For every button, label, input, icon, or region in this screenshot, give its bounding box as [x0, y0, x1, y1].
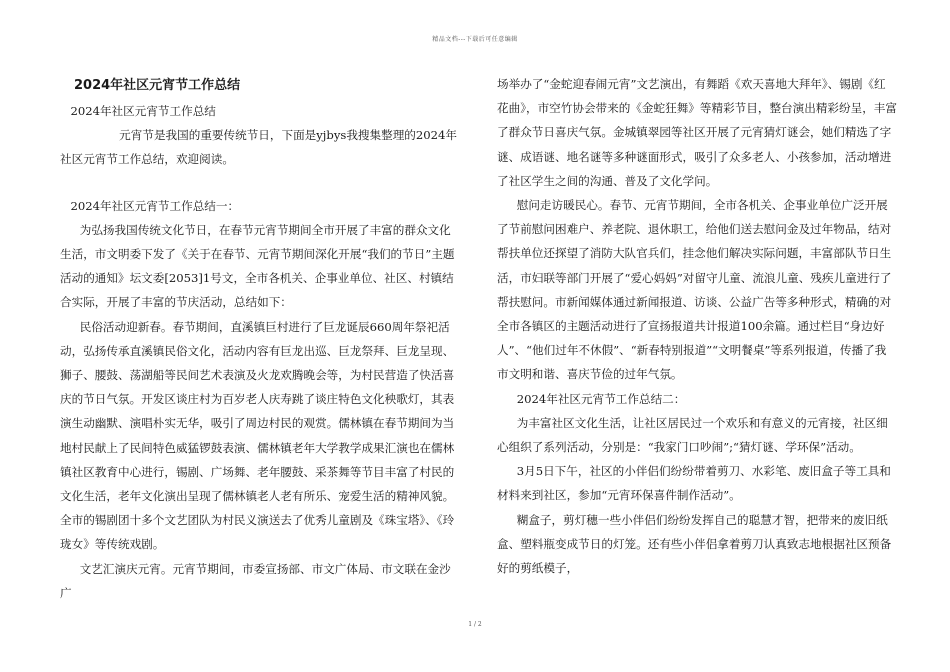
paragraph-5: 为丰富社区文化生活，让社区居民过一个欢乐和有意义的元宵接，社区细心组织了系列活动，分别是：“我家门口吵闹”;“猜灯谜、学环保”活动。 [497, 415, 888, 455]
left-column [60, 72, 460, 605]
right-column [497, 72, 897, 580]
spacer [60, 172, 460, 194]
document-title: 2024年社区元宵节工作总结 [74, 78, 241, 93]
paragraph-4: 慰问走访暖民心。春节、元宵节期间，全市各机关、企事业单位广泛开展了节前慰问困难户、养老院、退休职工，给他们送去慰问金及过年物品，结对帮扶单位还探望了消防大队官兵们，挂念他们解决实际问题，丰富部队节日生活，市妇联等部门开展了“爱心妈妈”对留守儿童、流浪儿童、残疾儿童进行了帮扶慰问。市新闻媒体通过新闻报道、访谈、公益广告等多种形式，精确的对全市各镇区的主题活动进行了宣扬报道共计报道100余篇。通过栏目“身边好人”、“他们过年不休假”、“新春特别报道”“文明餐桌”等系列报道，传播了我市文明和谐、喜庆节俭的过年气氛。 [497, 198, 892, 382]
paragraph-6: 3月5日下午，社区的小伴侣们纷纷带着剪刀、水彩笔、废旧盒子等工具和材料来到社区，参加“元宵环保喜件制作活动”。 [497, 464, 891, 503]
section-heading-2: 2024年社区元宵节工作总结二： [516, 391, 686, 406]
paragraph-7: 糊盒子，剪灯穗一些小伴侣们纷纷发挥自己的聪慧才智，把带来的废旧纸盒、塑料瓶变成节日的灯笼。还有些小伴侣拿着剪刀认真致志地根据社区预备好的剪纸模子， [497, 512, 892, 576]
section-heading-1: 2024年社区元宵节工作总结一： [70, 198, 240, 213]
paragraph-2: 民俗活动迎新春。春节期间，直溪镇巨村进行了巨龙诞辰660周年祭祀活动，弘扬传承直溪镇民俗文化，活动内容有巨龙出巡、巨龙祭拜、巨龙呈现、狮子、腰鼓、荡湖船等民间艺术表演及火龙欢腾晚会等，为村民营造了快活喜庆的节日气氛。开发区谈庄村为百岁老人庆寿跳了谈庄特色文化秧歌灯，其表演生动幽默、演唱朴实无华，吸引了周边村民的观赏。儒林镇在春节期间为当地村民献上了民间特色威猛锣鼓表演、儒林镇老年大学教学成果汇演也在儒林镇社区教育中心进行，锡剧、广场舞、老年腰鼓、采茶舞等节目丰富了村民的文化生活，老年文化演出呈现了儒林镇老人老有所乐、宠爱生活的精神风貌。全市的锡剧团十多个文艺团队为村民义演送去了优秀儿童剧及《珠宝塔》、《玲珑女》等传统戏剧。 [60, 319, 455, 552]
paragraph-3: 文艺汇演庆元宵。元宵节期间，市委宣扬部、市文广体局、市文联在金沙广 [60, 561, 451, 600]
header-note: 精品文档---下载后可任意编辑 [432, 36, 518, 43]
intro-paragraph: 元宵节是我国的重要传统节日，下面是yjbys我搜集整理的2024年社区元宵节工作总结，欢迎阅读。 [60, 128, 457, 167]
paragraph-1: 为弘扬我国传统文化节日，在春节元宵节期间全市开展了丰富的群众文化生活，市文明委下发了《关于在春节、元宵节期间深化开展“我们的节日”主题活动的通知》坛文委[2053]1号文，全市各机关、企事业单位、社区、村镇结合实际，开展了丰富的节庆活动，总结如下： [60, 222, 455, 310]
page-number: 1 / 2 [468, 621, 482, 628]
paragraph-3-continued: 场举办了“金蛇迎春闹元宵”文艺演出，有舞蹈《欢天喜地大拜年》、锡剧《红花曲》，市空竹协会带来的《金蛇狂舞》等精彩节目，整台演出精彩纷呈，丰富了群众节日喜庆气氛。金城镇翠园等社区开展了元宵猜灯谜会，她们精选了字谜、成语谜、地名谜等多种谜面形式，吸引了众多老人、小孩参加，活动增进了社区学生之间的沟通、普及了文化学问。 [497, 77, 897, 188]
subtitle: 2024年社区元宵节工作总结 [70, 104, 216, 118]
